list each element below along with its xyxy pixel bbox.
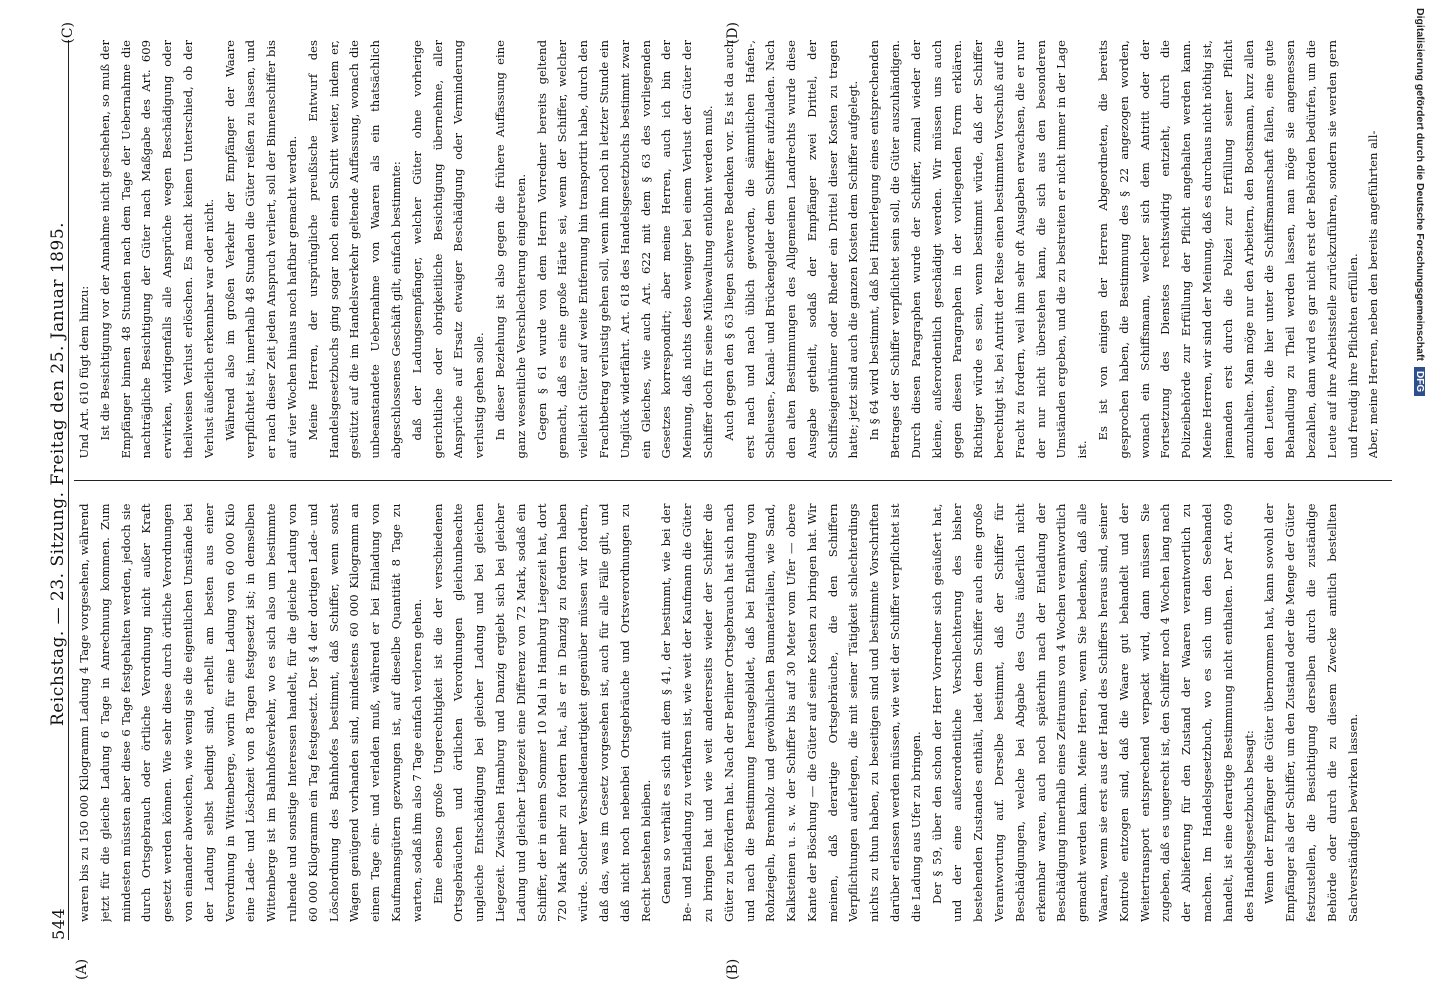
column-right xyxy=(74,40,1392,459)
page-number: 544 xyxy=(49,907,68,940)
rotated-page xyxy=(20,0,1412,1000)
paragraph: Der § 59, über den schon der Herr Vorredner sich geäußert hat, und der eine außerordentliche Verschlechterung des bisher bestehenden Zustandes enthält, ladet dem Schiffer auch eine große Verantwortung auf. Derselbe bestimmt, daß der Schiffer für Beschädigungen, welche bei Abgabe des Guts äußerlich nicht erkennbar waren, auch noch späterhin nach der Entladung der Beschädigung innerhalb eines Zeitraums von 4 Wochen verantwortlich gemacht werden kann. Meine Herren, wenn Sie bedenken, daß alle Waaren, wenn sie erst aus der Hand des Schiffers heraus sind, seiner Kontrole entzogen sind, daß die Waare gut behandelt und der Weitertransport entsprechend verpackt wird, dann müssen Sie zugeben, daß es ungerecht ist, den Schiffer noch 4 Wochen lang nach der Ablieferung für den Zustand der Waaren verantwortlich zu machen. Im Handelsgesetzbuch, wo es sich um den Seehandel handelt, ist eine derartige Bestimmung nicht enthalten. Der Art. 609 des Handelsgesetzbuchs besagt: xyxy=(929,503,1256,922)
margin-mark-b: (B) xyxy=(725,958,741,980)
paragraph: Auch gegen den § 63 liegen schwere Bedenken vor. Es ist da auch erst nach und nach üblich geworden, die sämmtlichen Hafen-, Schleusen-, Kanal- und Brückengelder dem Schiffer aufzuladen. Nach den alten Bestimmungen des Allgemeinen Landrechts wurde diese Ausgabe getheilt, sodaß der Empfänger zwei Drittel, der Schiffseigenthümer oder Rheder ein Drittel dieser Kosten zu tragen hatte; jetzt sind auch die ganzen Kosten dem Schiffer aufgelegt. xyxy=(721,40,861,459)
column-left xyxy=(74,504,1392,923)
column-divider xyxy=(74,481,1392,482)
digitization-credit xyxy=(1404,0,1430,1000)
paragraph: Wenn der Empfänger die Güter übernommen hat, kann sowohl der Empfänger als der Schiffer, um den Zustand oder die Menge der Güter festzustellen, die Besichtigung derselben durch die zuständige Behörde oder durch die zu diesem Zwecke amtlich bestellten Sachverständigen bewirken lassen. xyxy=(1262,503,1360,922)
paragraph: waren bis zu 150 000 Kilogramm Ladung 4 Tage vorgesehen, während jetzt für die gleiche Ladung 6 Tage in Anrechnung kommen. Zum mindesten müssten aber diese 6 Tage festgehalten werden, jedoch sie durch Ortsgebrauch oder örtliche Verordnung nicht außer Kraft gesetzt werden können. Wie sehr diese durch örtliche Verordnungen von einander abweichen, wie wenig sie die eigentlichen Umstände bei der Ladung selbst bedingt sind, erhellt am besten aus einer Verordnung in Wittenberge, worin für eine Ladung von 60 000 Kilo eine Lade- und Löschzeit von 8 Tagen festgesetzt ist; in demselben Wittenberge ist im Bahnhofsverkehr, wo es sich also um bestimmte ruhende und sonstige Interessen handelt, für die gleiche Ladung von 60 000 Kilogramm ein Tag festgesetzt. Der § 4 der dortigen Lade- und Löschordnung des Bahnhofes bestimmt, daß Schiffer, wenn sonst Wagen genügend vorhanden sind, mindestens 60 000 Kilogramm an einem Tage ein- und verladen muß, während er bei Einladung von Kaufmannsgütern gezwungen ist, auf dieselbe Quantität 8 Tage zu warten, sodaß ihm also 7 Tage einfach verloren gehen. xyxy=(77,503,424,922)
text-columns xyxy=(74,40,1392,922)
paragraph: Eine ebenso große Ungerechtigkeit ist die der verschiedenen Ortsgebräuchen und örtlichen Verordnungen gleichunbeachte ungleiche Entschädigung bei gleicher Ladung und bei gleichen Liegezeit. Zwischen Hamburg und Danzig ergiebt sich bei gleicher Ladung und gleicher Liegezeit eine Differenz von 72 Mark, sodaß ein Schiffer, der in einem Sommer 10 Mal in Hamburg Liegezeit hat, dort 720 Mark mehr zu fordern hat, als er in Danzig zu fordern haben würde. Solcher Verschiedenartigkeit gegenüber müssen wir fordern, daß das, was im Gesetz vorgesehen ist, auch für alle Fälle gilt, und daß nicht noch nebenbei Ortsgebräuche und Ortsverordnungen zu Recht bestehen bleiben. xyxy=(430,503,653,922)
credit-text: Digitalisierung gefördert durch die Deutsche Forschungsgemeinschaft xyxy=(1414,8,1426,361)
paragraph: Es ist von einigen der Herren Abgeordneten, die bereits gesprochen haben, die Bestimmung des § 22 angezogen worden, wonach ein Schiffsmann, welcher sich dem Antritt oder der Fortsetzung des Dienstes rechtswidrig entzieht, durch die Polizeibehörde zur Erfüllung der Pflicht angehalten werden kann. Meine Herren, wir sind der Meinung, daß es durchaus nicht nöthig ist, jemanden erst durch die Polizei zur Erfüllung seiner Pflicht anzuhalten. Man möge nur den Arbeitern, den Bootsmann, kurz allen den Leuten, die hier unter die Schiffsmannschaft fallen, eine gute Behandlung zu Theil werden lassen, man möge sie angemessen bezahlen, dann wird es gar nicht erst der Behörden bedürfen, um die Leute auf ihre Arbeitsstelle zurückzuführen, sondern sie werden gern und freudig ihre Pflichten erfüllen. xyxy=(1096,40,1360,459)
margin-marks xyxy=(20,940,1412,980)
credit-line xyxy=(1414,8,1426,988)
margin-mark-a: (A) xyxy=(74,958,90,980)
page-header xyxy=(28,40,69,940)
paragraph: Genau so verhält es sich mit dem § 41, der bestimmt, wie bei der Be- und Entladung zu verfahren ist, wie weit der Kaufmann die Güter zu bringen hat und wie weit andererseits wieder der Schiffer die Güter zu befördern hat. Nach der Berliner Ortsgebrauch hat sich nach und nach die Bestimmung herausgebildet, daß bei Entladung von Rohziegeln, Brennholz und gewöhnlichen Baumaterialien, wie Sand, Kalksteinen u. s. w. der Schiffer bis auf 30 Meter vom Ufer — obere Kante der Böschung — die Güter auf seine Kosten zu bringen hat. Wir meinen, daß derartige Ortsgebräuche, die den Schiffern Verpflichtungen auferlegen, die mit seiner Tätigkeit schlechterdings nichts zu thun haben, zu beseitigen sind und bestimmte Vorschriften darüber erlassen werden müssen, wie weit der Schiffer verpflichtet ist die Ladung aus Ufer zu bringen. xyxy=(659,503,923,922)
paragraph: Und Art. 610 fügt dem hinzu: xyxy=(77,285,91,459)
page-content xyxy=(20,0,1412,1000)
paragraph: Ist die Besichtigung vor der Annahme nicht geschehen, so muß der Empfänger binnen 48 Stunden nach dem Tage der Uebernahme die nachträgliche Besichtigung der Güter nach Maßgabe des Art. 609 erwirken, widrigenfalls alle Ansprüche wegen Beschädigung oder theilweisen Verlust erlöschen. Es macht keinen Unterschied, ob der Verlust äußerlich erkennbar war oder nicht. xyxy=(97,40,216,459)
paragraph: Meine Herren, der ursprüngliche preußische Entwurf des Handelsgesetzbuchs ging sogar noch einen Schritt weiter, indem er, gestützt auf die im Handelsverkehr geltende Auffassung, wonach die unbeanstandete Uebernahme von Waaren als ein thatsächlich abgeschlossenes Geschäft gilt, einfach bestimmte: xyxy=(305,40,403,459)
paragraph: Gegen § 61 wurde von dem Herrn Vorredner bereits geltend gemacht, daß es eine große Härte sei, wenn der Schiffer, welcher vielleicht Güter auf weite Entfernung hin transportirt habe, durch den Frachtbetrag verlustig gehen soll, wenn ihm noch in letzter Stunde ein Unglück widerfährt. Art. 618 des Handelsgesetzbuchs bestimmt zwar ein Gleiches, wie auch Art. 622 mit dem § 63 des vorliegenden Gesetzes korrespondirt; aber meine Herren, auch ich bin der Meinung, daß nichts desto weniger bei einem Verlust der Güter der Schiffer doch für seine Mühewaltung entlohnt werden muß. xyxy=(534,40,715,459)
dfg-logo: DFG xyxy=(1414,367,1425,396)
margin-mark-d: (D) xyxy=(725,22,741,45)
paragraph: daß der Ladungsempfänger, welcher Güter ohne vorherige gerichtliche oder obrigkeitliche Besichtigung übernehme, aller Ansprüche auf Ersatz etwaiger Beschädigung oder Verminderung verlustig gehen solle. xyxy=(409,40,487,459)
paragraph: In dieser Beziehung ist also gegen die frühere Auffassung eine ganz wesentliche Verschlechterung eingetreten. xyxy=(492,40,528,459)
paragraph: In § 64 wird bestimmt, daß bei Hinterlegung eines entsprechenden Betrages der Schiffer verpflichtet sein soll, die Güter auszuhändigen. Durch diesen Paragraphen wurde der Schiffer, zumal wieder der kleine, außerordentlich geschädigt werden. Wir müssen uns auch gegen diesen Paragraphen in der vorliegenden Form erklären. Richtiger würde es sein, wenn bestimmt würde, daß der Schiffer berechtigt ist, bei Antritt der Reise einen bestimmten Vorschuß auf die Fracht zu fordern, weil ihm sehr oft Ausgaben erwachsen, die er nur der nur nicht überstehen kann, die sich aus den besonderen Umständen ergeben, und die zu bestreiten er nicht immer in der Lage ist. xyxy=(867,40,1090,459)
paragraph: Aber, meine Herren, neben den bereits angeführten all- xyxy=(1366,130,1381,459)
paragraph: Während also im großen Verkehr der Empfänger der Waare verpflichtet ist, innerhalb 48 Stunden die Güter reißen zu lassen, und er nach dieser Zeit jeden Anspruch verliert, soll der Binnenschiffer bis auf vier Wochen hinaus noch haftbar gemacht werden. xyxy=(222,40,299,459)
margin-mark-c: (C) xyxy=(60,22,76,44)
page-title: Reichstag. — 23. Sitzung. Freitag den 25. Januar 1895. xyxy=(48,221,68,726)
